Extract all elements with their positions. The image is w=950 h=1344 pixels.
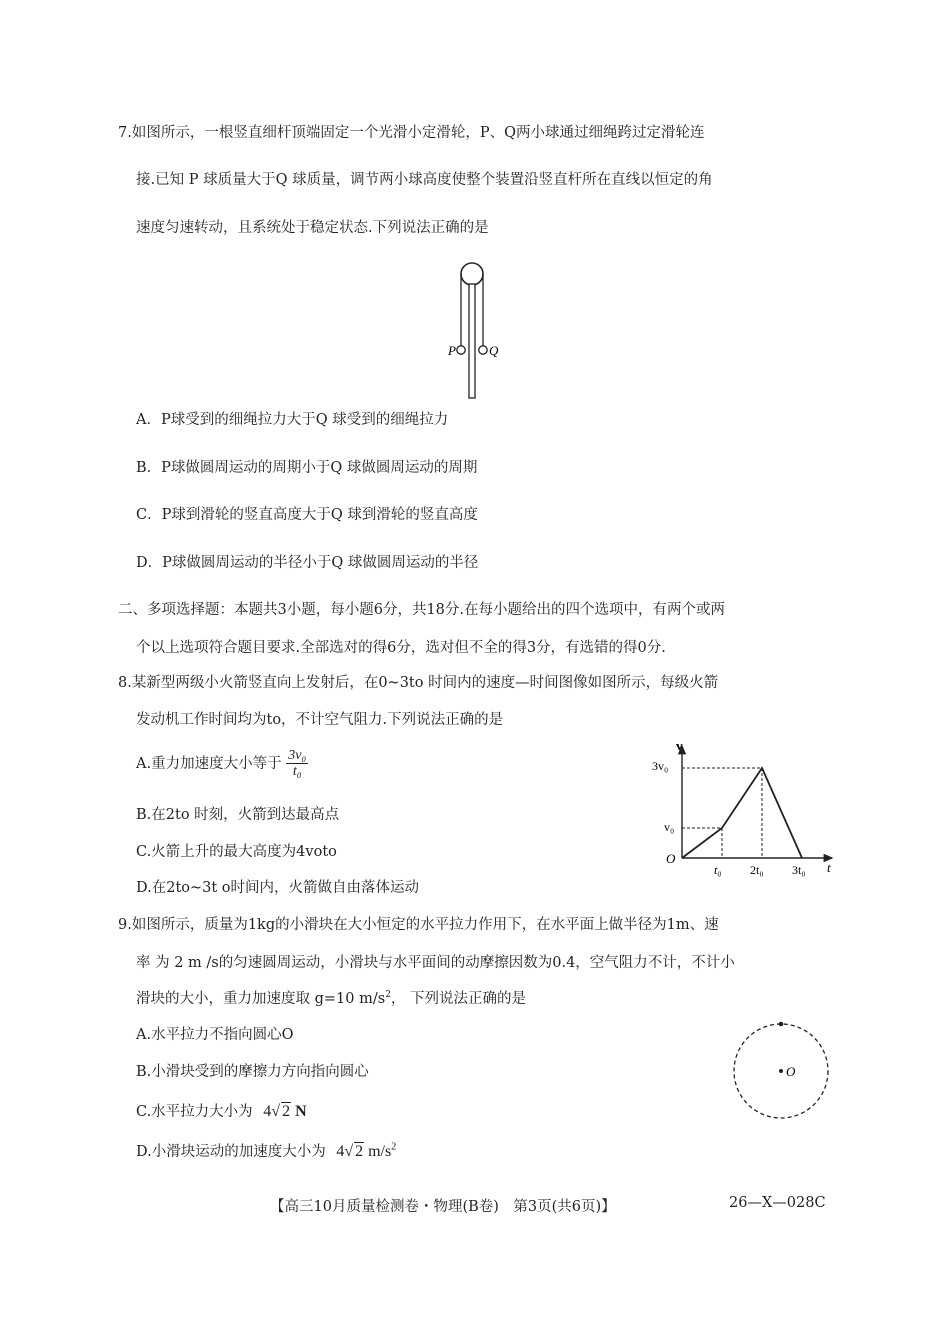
velocity-time-graph [654, 740, 844, 880]
x-tick-2t0: 2t₀ [750, 863, 764, 877]
q9-exponent: 2 [385, 990, 391, 1001]
ball-q [479, 346, 487, 354]
q9-option-c-text: C.水平拉力大小为 [136, 1104, 253, 1120]
q8-option-a [136, 748, 308, 780]
footer-title: 【高三10月质量检测卷・物理(B卷) 第3页(共6页)】 [270, 1199, 616, 1215]
v-axis-label: v [676, 738, 683, 753]
q9-option-d-root: 2 [355, 1143, 364, 1160]
section-2-line-2: 个以上选项符合题目要求.全部选对的得6分，选对但不全的得3分，有选错的得0分. [136, 640, 666, 656]
q9-option-c-coef: 4 [263, 1103, 272, 1120]
q8-option-b: B.在2to 时刻，火箭到达最高点 [136, 807, 340, 823]
q9-option-b: B.小滑块受到的摩擦力方向指向圆心 [136, 1064, 369, 1080]
velocity-series-line [682, 768, 802, 858]
origin-label: O [666, 851, 676, 866]
q9-stem-line-3 [136, 987, 526, 1008]
y-tick-v0: v₀ [664, 820, 675, 834]
q9-option-a: A.水平拉力不指向圆心O [136, 1027, 294, 1043]
q9-stem-line-2: 率 为 2 m /s的匀速圆周运动，小滑块与水平面间的动摩擦因数为0.4，空气阻力不计，不计小 [136, 955, 735, 971]
q9-option-d-unit: m/s [368, 1143, 392, 1160]
q9-option-d-math: 4√ 2 $m/s^2$ [336, 1141, 397, 1160]
footer-code: 26—X—028C [729, 1195, 826, 1211]
vertical-rod [469, 284, 475, 398]
pulley-icon [461, 263, 483, 285]
q8-option-d: D.在2to~3t o时间内，火箭做自由落体运动 [136, 880, 420, 896]
q9-option-c-math: 4√ 2 N [263, 1103, 307, 1120]
q8-fraction-den: t₀ [292, 764, 302, 780]
q9-option-d-sup: 2 [391, 1141, 397, 1153]
q9-stem-line-3-text: 滑块的大小，重力加速度取 g=10 m/s [136, 991, 386, 1007]
q9-option-d-text: D.小滑块运动的加速度大小为 [136, 1144, 326, 1160]
q9-option-d [136, 1140, 396, 1161]
q8-fraction-num: 3v₀ [288, 748, 307, 763]
section-2-line-1: 二、多项选择题：本题共3小题，每小题6分，共18分.在每小题给出的四个选项中，有两个或两 [118, 602, 726, 618]
q7-stem-line-2: 接.已知 P 球质量大于Q 球质量，调节两小球高度使整个装置沿竖直杆所在直线以恒定的角 [136, 172, 713, 188]
q8-stem-line-1: 8.某新型两级小火箭竖直向上发射后，在0~3to 时间内的速度—时间图像如图所示，每级火箭 [118, 675, 719, 691]
circle-motion-figure [728, 1018, 834, 1124]
slider-point [779, 1022, 784, 1027]
q9-stem-line-3-end: ， 下列说法正确的是 [390, 991, 527, 1007]
q9-option-d-coef: 4 [336, 1143, 345, 1160]
q8-option-a-text: A.重力加速度大小等于 [136, 755, 282, 772]
q7-option-d: D．P球做圆周运动的半径小于Q 球做圆周运动的半径 [136, 555, 479, 571]
label-p: P [448, 343, 456, 358]
x-tick-t0: t₀ [714, 863, 722, 877]
q7-option-c: C．P球到滑轮的竖直高度大于Q 球到滑轮的竖直高度 [136, 507, 478, 523]
y-tick-3v0: 3v₀ [652, 759, 669, 773]
pulley-rod-figure [440, 258, 506, 402]
q9-stem-line-1: 9.如图所示，质量为1kg的小滑块在大小恒定的水平拉力作用下，在水平面上做半径为1m、速 [118, 917, 719, 933]
q8-fraction [286, 748, 308, 780]
q9-option-c [136, 1100, 307, 1121]
center-point [779, 1069, 783, 1073]
ball-p [457, 346, 465, 354]
x-tick-3t0: 3t₀ [792, 863, 806, 877]
label-q: Q [489, 343, 499, 358]
q7-stem-line-1: 7.如图所示，一根竖直细杆顶端固定一个光滑小定滑轮，P、Q两小球通过细绳跨过定滑轮连 [118, 125, 705, 141]
q8-stem-line-2: 发动机工作时间均为to，不计空气阻力.下列说法正确的是 [136, 712, 504, 728]
t-axis-label: t [827, 860, 831, 875]
q9-option-c-unit: N [295, 1103, 307, 1120]
q7-option-b: B．P球做圆周运动的周期小于Q 球做圆周运动的周期 [136, 460, 478, 476]
q7-option-a: A．P球受到的细绳拉力大于Q 球受到的细绳拉力 [136, 412, 449, 428]
q8-option-c: C.火箭上升的最大高度为4voto [136, 844, 337, 860]
q7-stem-line-3: 速度匀速转动，且系统处于稳定状态.下列说法正确的是 [136, 220, 489, 236]
q9-option-c-root: 2 [282, 1103, 291, 1120]
center-label: O [786, 1064, 796, 1079]
